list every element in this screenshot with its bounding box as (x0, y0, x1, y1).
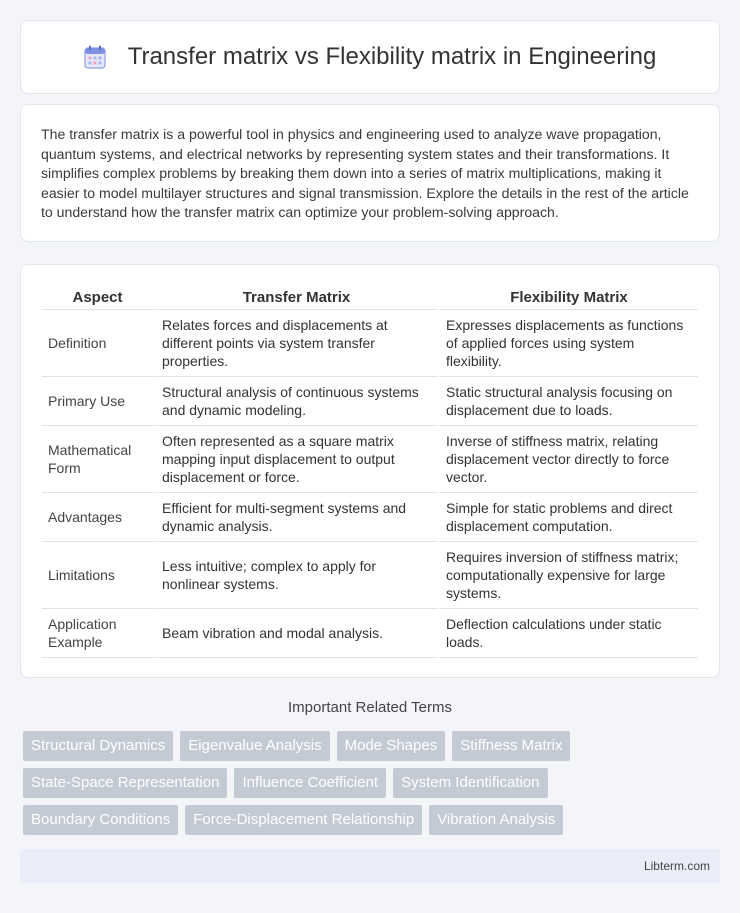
row-aspect: Advantages (42, 493, 156, 542)
column-header-aspect: Aspect (42, 286, 156, 310)
table-header-row (42, 286, 698, 310)
intro-card (20, 104, 720, 242)
table-row (42, 493, 698, 542)
tag-stiffness-matrix[interactable]: Stiffness Matrix (452, 731, 570, 761)
tag-mode-shapes[interactable]: Mode Shapes (337, 731, 446, 761)
column-header-flexibility-matrix: Flexibility Matrix (440, 286, 698, 310)
row-flexibility: Static structural analysis focusing on displacement due to loads. (440, 377, 698, 426)
table-row (42, 542, 698, 609)
table-row (42, 426, 698, 493)
row-transfer: Structural analysis of continuous systems and dynamic modeling. (156, 377, 440, 426)
row-transfer: Less intuitive; complex to apply for nonlinear systems. (156, 542, 440, 609)
calendar-icon (84, 45, 106, 69)
tag-row (23, 805, 723, 835)
tag-force-displacement-relationship[interactable]: Force-Displacement Relationship (185, 805, 422, 835)
row-transfer: Often represented as a square matrix mapping input displacement to output displacement or force. (156, 426, 440, 493)
table-row (42, 310, 698, 377)
row-aspect: Limitations (42, 542, 156, 609)
tag-structural-dynamics[interactable]: Structural Dynamics (23, 731, 173, 761)
table-row (42, 609, 698, 658)
row-aspect: Primary Use (42, 377, 156, 426)
related-terms-tags (23, 731, 723, 842)
row-aspect: Application Example (42, 609, 156, 658)
footer (20, 849, 720, 883)
tag-state-space-representation[interactable]: State-Space Representation (23, 768, 227, 798)
page-title: Transfer matrix vs Flexibility matrix in Engineering (127, 43, 657, 70)
tag-row (23, 768, 723, 798)
row-flexibility: Simple for static problems and direct displacement computation. (440, 493, 698, 542)
tag-eigenvalue-analysis[interactable]: Eigenvalue Analysis (180, 731, 329, 761)
row-flexibility: Requires inversion of stiffness matrix; computationally expensive for large systems. (440, 542, 698, 609)
tag-vibration-analysis[interactable]: Vibration Analysis (429, 805, 563, 835)
row-transfer: Beam vibration and modal analysis. (156, 609, 440, 658)
comparison-table-card (20, 264, 720, 678)
column-header-transfer-matrix: Transfer Matrix (156, 286, 440, 310)
row-transfer: Relates forces and displacements at different points via system transfer properties. (156, 310, 440, 377)
row-flexibility: Deflection calculations under static loads. (440, 609, 698, 658)
comparison-table (42, 286, 698, 658)
table-row (42, 377, 698, 426)
related-terms-title: Important Related Terms (288, 699, 452, 716)
intro-text: The transfer matrix is a powerful tool in physics and engineering used to analyze wave propagation, quantum systems, and electrical networks by representing system states and their transformations. It simplifies complex problems by breaking them down into a series of matrix multiplications, making it easier to model multilayer structures and signal transmission. Explore the details in the rest of the article to understand how the transfer matrix can optimize your problem-solving approach. (41, 126, 689, 221)
tag-boundary-conditions[interactable]: Boundary Conditions (23, 805, 178, 835)
tag-system-identification[interactable]: System Identification (393, 768, 547, 798)
tag-influence-coefficient[interactable]: Influence Coefficient (234, 768, 386, 798)
footer-brand-link[interactable]: Libterm.com (643, 859, 710, 873)
tag-row (23, 731, 723, 761)
row-transfer: Efficient for multi-segment systems and dynamic analysis. (156, 493, 440, 542)
row-flexibility: Expresses displacements as functions of applied forces using system flexibility. (440, 310, 698, 377)
row-aspect: Definition (42, 310, 156, 377)
header-card (20, 20, 720, 94)
row-aspect: Mathematical Form (42, 426, 156, 493)
row-flexibility: Inverse of stiffness matrix, relating displacement vector directly to force vector. (440, 426, 698, 493)
